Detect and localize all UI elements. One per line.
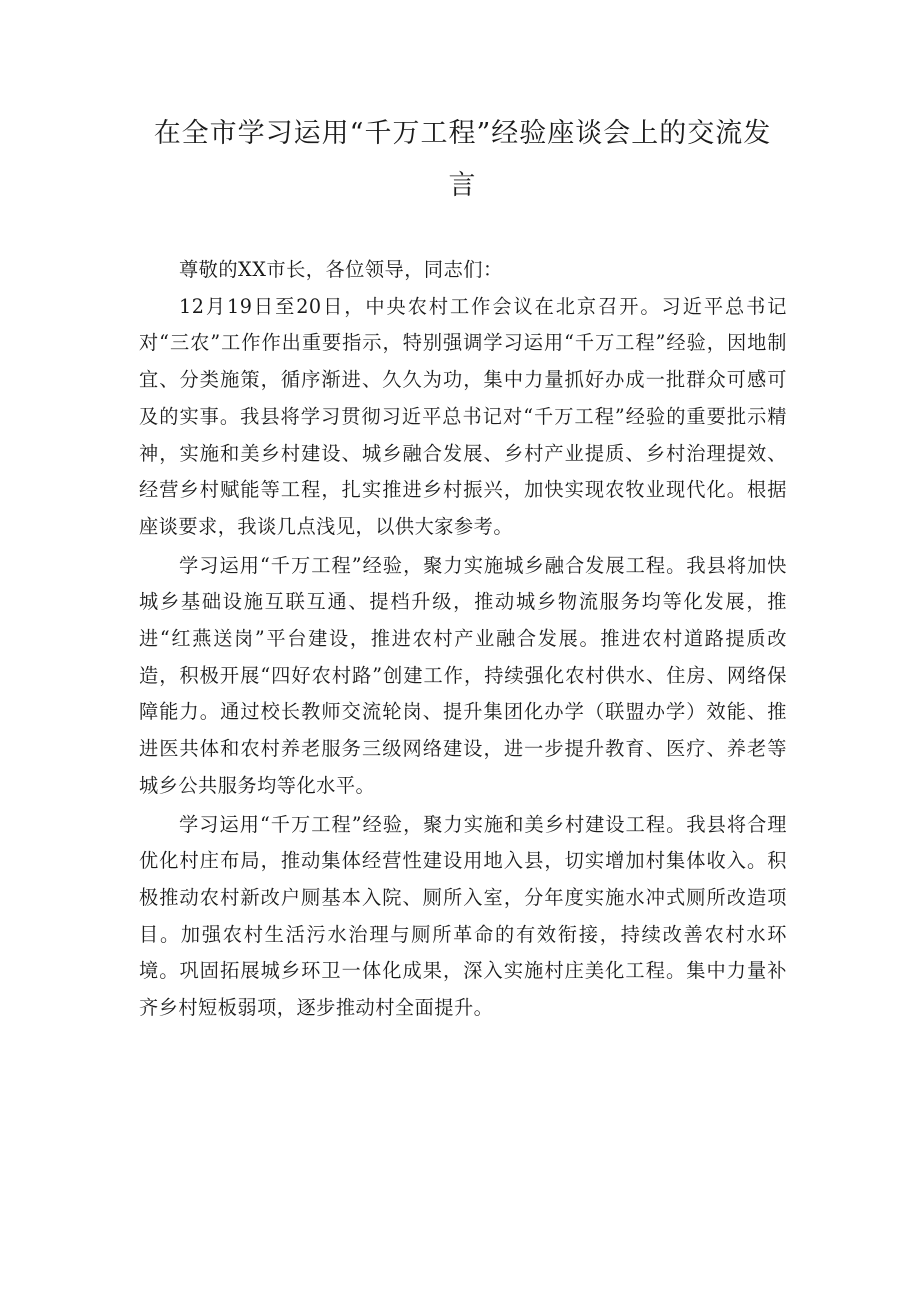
paragraph-1: 12月19日至20日，中央农村工作会议在北京召开。习近平总书记对“三农”工作作出重要指示，特别强调学习运用“千万工程”经验，因地制宜、分类施策，循序渐进、久久为功，集中力量抓好办成一批群众可感可及的实事。我县将学习贯彻习近平总书记对“千万工程”经验的重要批示精神，实施和美乡村建设、城乡融合发展、乡村产业提质、乡村治理提效、经营乡村赋能等工程，扎实推进乡村振兴，加快实现农牧业现代化。根据座谈要求，我谈几点浅见，以供大家参考。 bbox=[139, 294, 787, 538]
document-body bbox=[139, 252, 787, 1027]
greeting-line: 尊敬的XX市长，各位领导，同志们： bbox=[179, 258, 503, 281]
document-title: 在全市学习运用“千万工程”经验座谈会上的交流发言 bbox=[153, 118, 772, 201]
paragraph-2: 学习运用“千万工程”经验，聚力实施城乡融合发展工程。我县将加快城乡基础设施互联互通、提档升级，推动城乡物流服务均等化发展，推进“红燕送岗”平台建设，推进农村产业融合发展。推进农村道路提质改造，积极开展“四好农村路”创建工作，持续强化农村供水、住房、网络保障能力。通过校长教师交流轮岗、提升集团化办学（联盟办学）效能、推进医共体和农村养老服务三级网络建设，进一步提升教育、医疗、养老等城乡公共服务均等化水平。 bbox=[139, 553, 787, 797]
paragraph-3: 学习运用“千万工程”经验，聚力实施和美乡村建设工程。我县将合理优化村庄布局，推动集体经营性建设用地入县，切实增加村集体收入。积极推动农村新改户厕基本入院、厕所入室，分年度实施水冲式厕所改造项目。加强农村生活污水治理与厕所革命的有效衔接，持续改善农村水环境。巩固拓展城乡环卫一体化成果，深入实施村庄美化工程。集中力量补齐乡村短板弱项，逐步推动村全面提升。 bbox=[139, 812, 787, 1020]
